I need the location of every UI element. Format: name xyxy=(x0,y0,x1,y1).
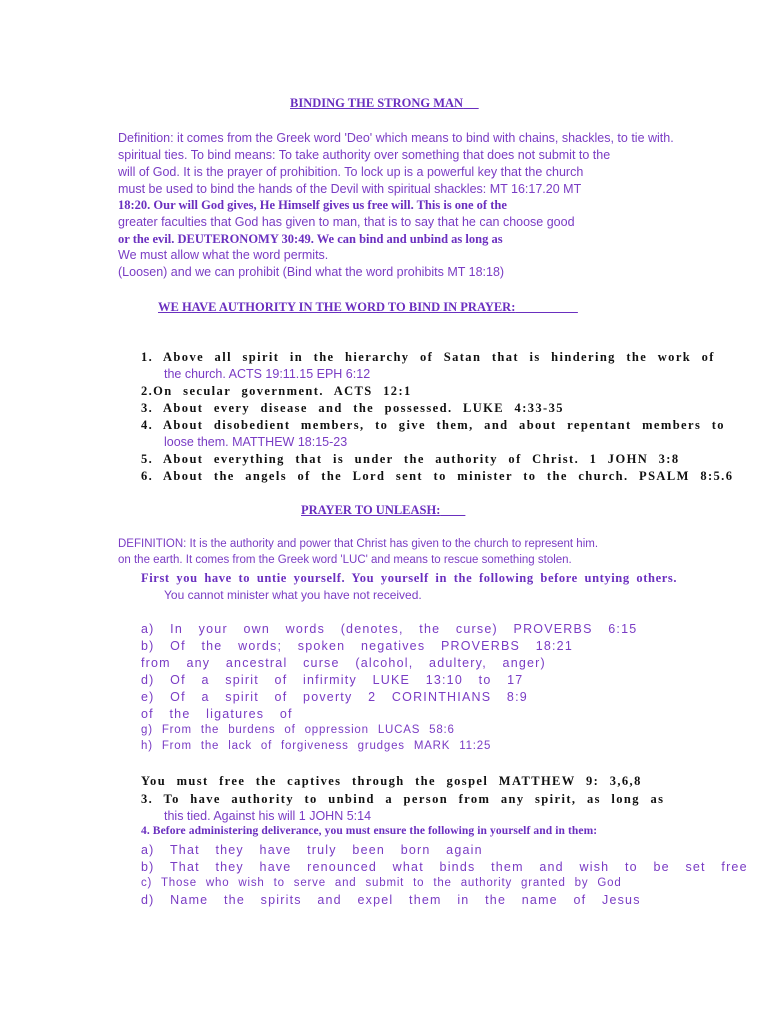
ensure-item-b: b) That they have renounced what binds them and wish to be set free xyxy=(141,860,748,874)
ensure-heading: 4. Before administering deliverance, you must ensure the following in yourself and in them: xyxy=(141,825,598,837)
authority-item-1-ref: the church. ACTS 19:11.15 EPH 6:12 xyxy=(164,367,371,381)
definition-line: or the evil. DEUTERONOMY 30:49. We can bind and unbind as long as xyxy=(118,232,503,246)
ensure-item-a: a) That they have truly been born again xyxy=(141,843,483,857)
authority-item-4: 4. About disobedient members, to give them, and about repentant members to xyxy=(141,418,725,432)
authority-item-3: 3. About every disease and the possessed. LUKE 4:33-35 xyxy=(141,401,564,415)
definition-line: will of God. It is the prayer of prohibition. To lock up is a powerful key that the church xyxy=(118,165,584,179)
page-title: BINDING THE STRONG MAN xyxy=(290,96,464,110)
free-captives-line: You must free the captives through the gospel MATTHEW 9: 3,6,8 xyxy=(141,774,642,788)
authority-item-1: 1. Above all spirit in the hierarchy of Satan that is hindering the work of xyxy=(141,350,715,364)
authority-item-2: 2.On secular government. ACTS 12:1 xyxy=(141,384,412,398)
definition-line: must be used to bind the hands of the Devil with spiritual shackles: MT 16:17.20 MT xyxy=(118,182,582,196)
unleash-definition-line: DEFINITION: It is the authority and power that Christ has given to the church to represent him. xyxy=(118,538,599,550)
unbind-authority-ref: this tied. Against his will 1 JOHN 5:14 xyxy=(164,809,372,823)
untie-instruction: First you have to untie yourself. You yourself in the following before untying others. xyxy=(141,571,678,585)
unleash-definition-line: on the earth. It comes from the Greek word 'LUC' and means to rescue something stolen. xyxy=(118,554,572,566)
definition-line: We must allow what the word permits. xyxy=(118,248,329,262)
untie-item-f: of the ligatures of xyxy=(141,707,293,721)
authority-item-6: 6. About the angels of the Lord sent to minister to the church. PSALM 8:5.6 xyxy=(141,469,734,483)
untie-item-h: h) From the lack of forgiveness grudges MARK 11:25 xyxy=(141,740,492,752)
unbind-authority-line: 3. To have authority to unbind a person from any spirit, as long as xyxy=(141,792,665,806)
authority-heading: WE HAVE AUTHORITY IN THE WORD TO BIND IN PRAYER: xyxy=(158,300,516,314)
definition-line: Definition: it comes from the Greek word 'Deo' which means to bind with chains, shackles, to tie with. xyxy=(118,131,674,145)
cannot-minister-line: You cannot minister what you have not received. xyxy=(164,588,422,602)
untie-item-d: d) Of a spirit of infirmity LUKE 13:10 to 17 xyxy=(141,673,524,687)
ensure-item-d: d) Name the spirits and expel them in the name of Jesus xyxy=(141,893,641,907)
unleash-heading: PRAYER TO UNLEASH: xyxy=(301,503,441,517)
definition-line: 18:20. Our will God gives, He Himself gives us free will. This is one of the xyxy=(118,198,507,212)
ensure-item-c: c) Those who wish to serve and submit to the authority granted by God xyxy=(141,877,622,889)
authority-item-4-ref: loose them. MATTHEW 18:15-23 xyxy=(164,435,348,449)
untie-item-e: e) Of a spirit of poverty 2 CORINTHIANS 8:9 xyxy=(141,690,528,704)
untie-item-a: a) In your own words (denotes, the curse) PROVERBS 6:15 xyxy=(141,622,638,636)
definition-line: greater faculties that God has given to man, that is to say that he can choose good xyxy=(118,215,575,229)
definition-line: (Loosen) and we can prohibit (Bind what the word prohibits MT 18:18) xyxy=(118,265,505,279)
untie-item-b: b) Of the words; spoken negatives PROVERBS 18:21 xyxy=(141,639,573,653)
authority-item-5: 5. About everything that is under the authority of Christ. 1 JOHN 3:8 xyxy=(141,452,680,466)
untie-item-c: from any ancestral curse (alcohol, adultery, anger) xyxy=(141,656,546,670)
definition-line: spiritual ties. To bind means: To take authority over something that does not submit to the xyxy=(118,148,611,162)
untie-item-g: g) From the burdens of oppression LUCAS 58:6 xyxy=(141,724,455,736)
